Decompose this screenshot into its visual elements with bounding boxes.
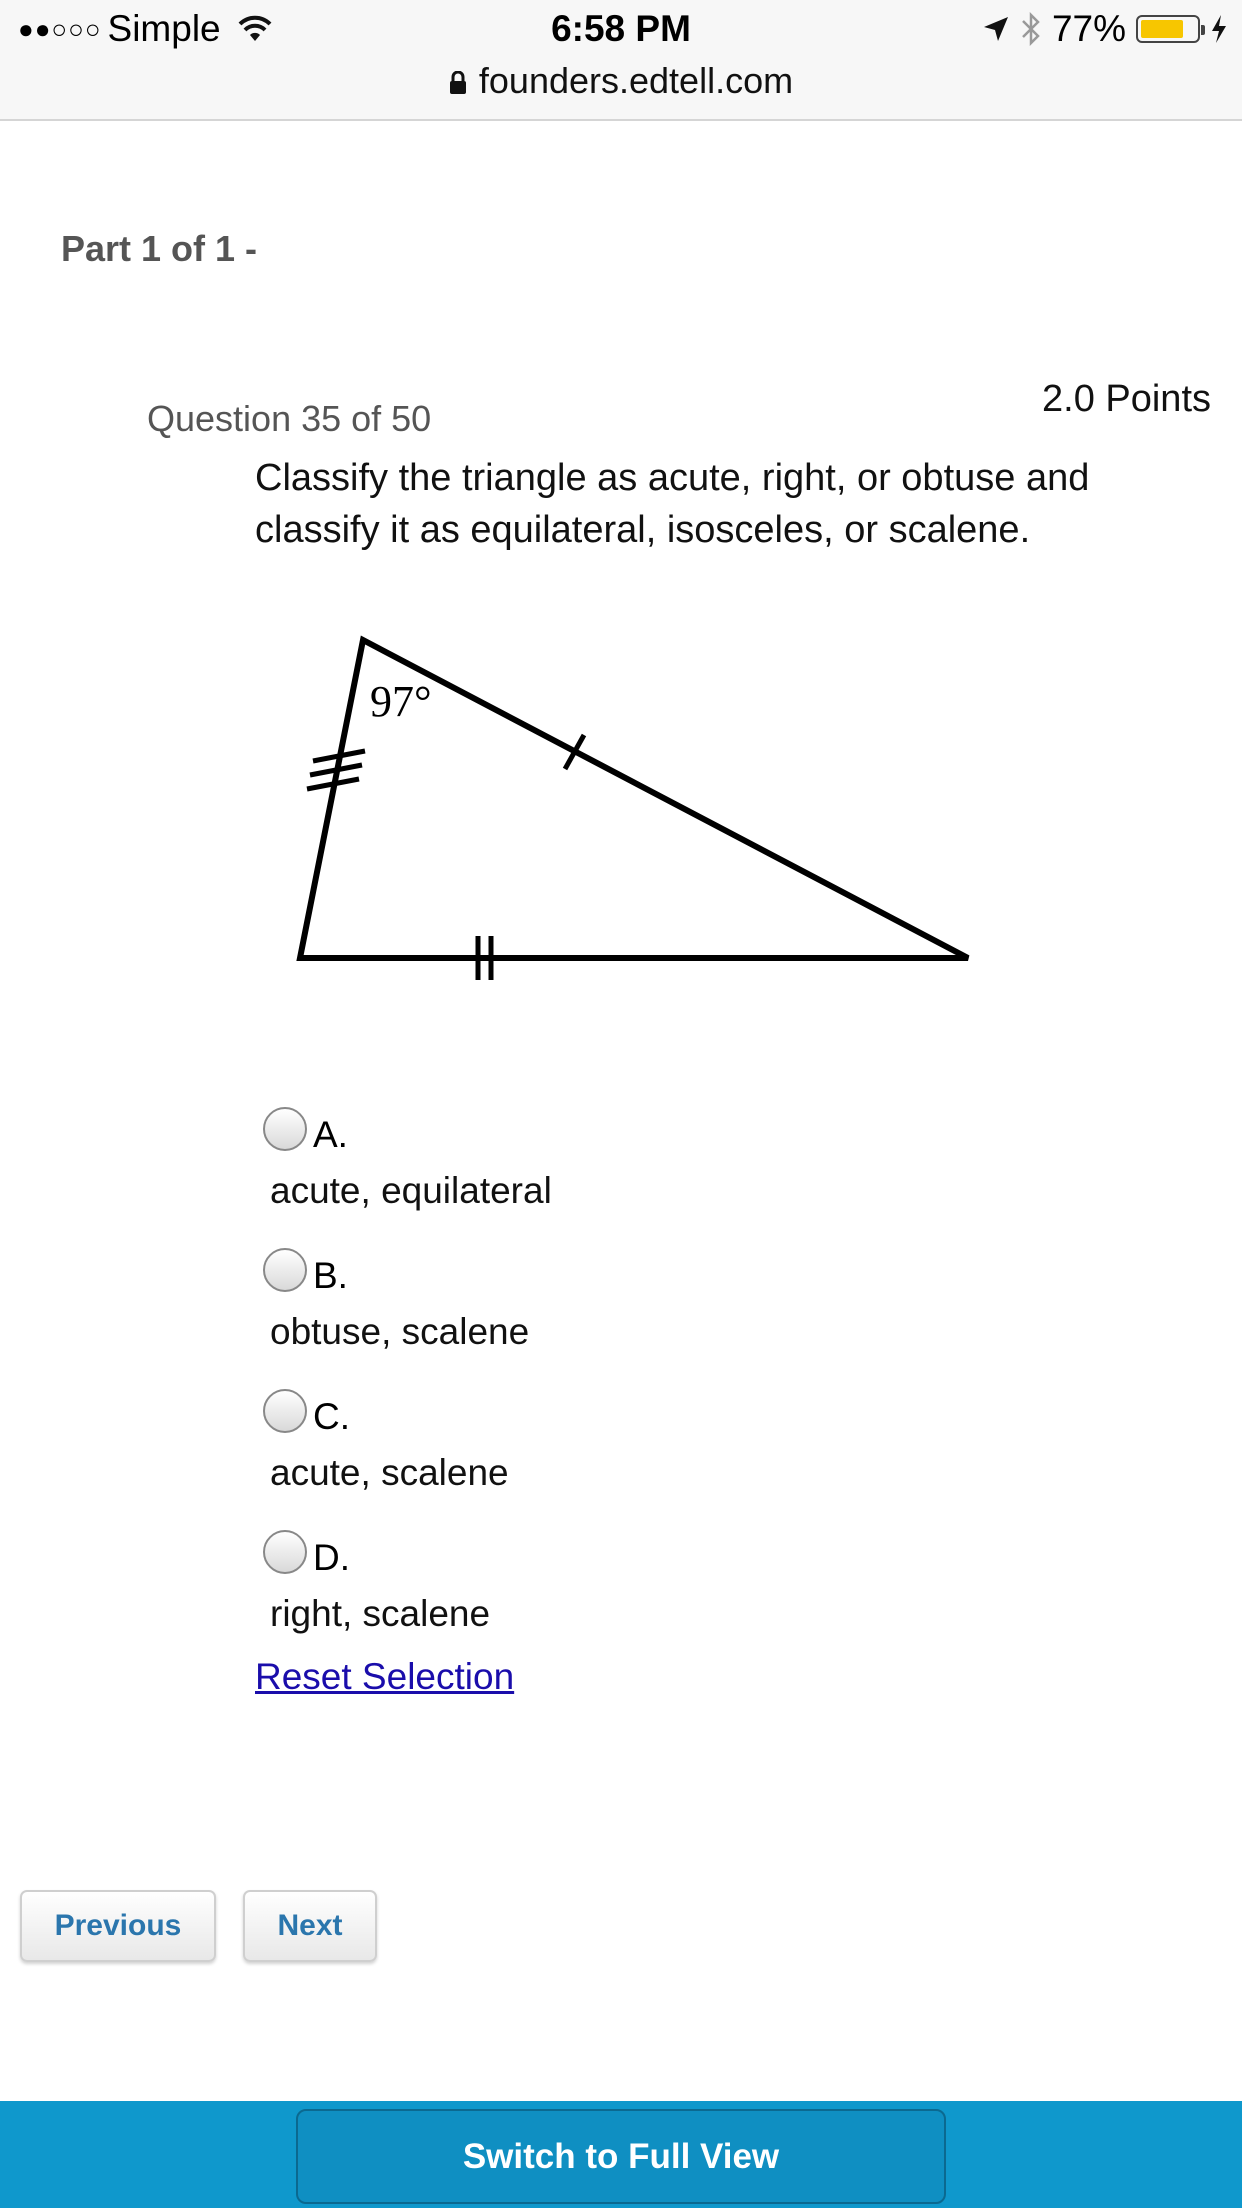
footer-bar [0,2101,1242,2208]
radio-button-c[interactable] [263,1389,307,1433]
option-letter: A. [313,1114,348,1155]
question-number: Question 35 of 50 [147,398,432,439]
battery-icon [1136,15,1200,43]
option-a[interactable] [263,1102,552,1212]
bluetooth-icon [1020,12,1042,46]
option-text: obtuse, scalene [270,1311,530,1352]
charging-bolt-icon [1210,14,1228,44]
location-arrow-icon [982,15,1010,43]
radio-button-a[interactable] [263,1107,307,1151]
option-letter: D. [313,1537,350,1578]
next-button[interactable]: Next [243,1890,377,1962]
clock: 6:58 PM [551,8,691,49]
option-b[interactable] [263,1243,529,1353]
option-text: acute, equilateral [270,1170,552,1211]
signal-icon: ●●○○○ [18,13,102,44]
radio-button-b[interactable] [263,1248,307,1292]
lock-icon [449,71,467,95]
switch-to-full-view-button[interactable]: Switch to Full View [296,2109,946,2204]
option-d[interactable] [263,1525,490,1635]
option-letter: B. [313,1255,348,1296]
triangle-figure [280,620,1000,990]
option-c[interactable] [263,1384,509,1494]
angle-label: 97° [370,677,432,726]
question-points: 2.0 Points [1042,378,1211,420]
question-text: Classify the triangle as acute, right, or obtuse and classify it as equilateral, isosceles, or scalene. [255,457,1090,551]
url-text: founders.edtell.com [478,60,794,101]
carrier-label: Simple [107,8,221,49]
previous-button[interactable]: Previous [20,1890,216,1962]
address-bar[interactable] [0,60,1242,102]
option-text: acute, scalene [270,1452,509,1493]
radio-button-d[interactable] [263,1530,307,1574]
left-side-tick-marks [307,751,365,789]
status-bar [0,0,1242,121]
option-text: right, scalene [270,1593,491,1634]
battery-percent: 77% [1051,8,1126,49]
option-letter: C. [313,1396,350,1437]
reset-selection-link[interactable]: Reset Selection [255,1656,515,1697]
part-title: Part 1 of 1 - [61,228,258,269]
status-right [972,8,1228,50]
